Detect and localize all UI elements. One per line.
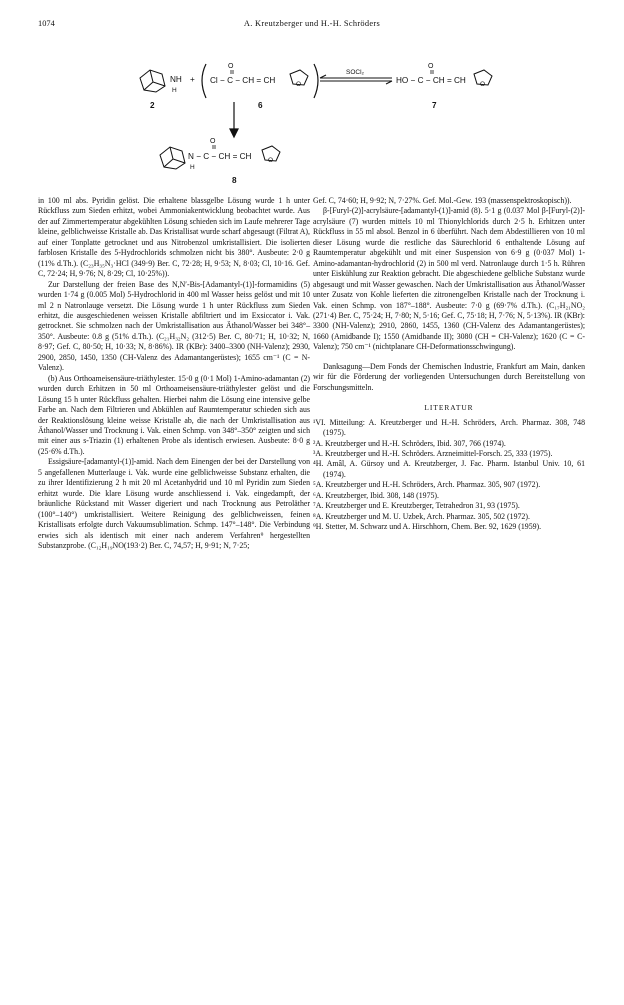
- paragraph: (b) Aus Orthoameisensäure-triäthylester. 15·0 g (0·1 Mol) 1-Amino-adamantan (2) wurden durch Erhitzen in 50 ml Orthoameisensäure-triäthylester gelöst und die Lösung 15 h unter Rückfluss gehalten. Hierbei nahm die Lösung eine intensive gelbe Farbe an. Nach dem Filtrieren und Abkühlen auf Raumtemperatur schieden sich aus der Reaktionslösung kleine weisse Kristalle ab, die nach der Umkristallisation aus Äthanol/Wasser und Trocknung i. Vak. einen Schmp. von 348°–350° zeigten und sich mit einer aus s-Triazin (1) erhaltenen Probe als identisch erwiesen. Ausbeute: 8·0 g (25·6% d.Th.).: [38, 373, 310, 456]
- reference-item: ⁸A. Kreutzberger und M. U. Uzbek, Arch. Pharmaz. 305, 502 (1972).: [313, 511, 530, 521]
- plus-sign: +: [190, 75, 195, 84]
- compound-6-label: 6: [258, 101, 263, 110]
- furan-o-8: O: [268, 157, 274, 164]
- page-number: 1074: [38, 19, 55, 28]
- left-column: [38, 196, 310, 551]
- reference-item: ¹VI. Mitteilung: A. Kreutzberger und H.-H. Schröders, Arch. Pharmaz. 308, 748 (1975).: [313, 417, 585, 438]
- compound-7-label: 7: [432, 101, 437, 110]
- reference-item: ⁹H. Stetter, M. Schwarz und A. Hirschhorn, Chem. Ber. 92, 1629 (1959).: [313, 522, 542, 532]
- reference-item: ⁴H. Amâl, A. Gürsoy und A. Kreutzberger, J. Fac. Pharm. Istanbul Univ. 10, 61 (1974).: [313, 459, 585, 479]
- running-title: A. Kreutzberger und H.-H. Schröders: [243, 19, 381, 28]
- amine-nh-label: NH: [170, 75, 182, 84]
- reaction-scheme: [0, 40, 624, 190]
- literatur-heading: LITERATUR: [424, 403, 474, 413]
- paragraph: in 100 ml abs. Pyridin gelöst. Die erhaltene blassgelbe Lösung wurde 1 h unter Rückfluss zum Sieden erhitzt, wobei Ammoniakentwicklung beobachtet wurde. Aus der auf Zimmertemperatur abgekühlten Lösung schieden sich im Laufe mehrerer Tage kleine, gelblichweisse Kristalle ab. Das Kristallisat wurde scharf abgesaugt (Filtrat A), auf einer Tonplatte getrocknet und aus Nitrobenzol umkristallisiert. Die isolierten farblosen Kristalle des 5-Hydrochlorids schmolzen nicht bis 380°. Ausbeute: 2·0 g (11% d.Th.). (C₂₃H₃₅N₃·HCl (349·9) Ber. C, 72·28; H, 9·53; N, 8·03; Cl, 10·16. Gef. C, 72·24; H, 9·76; N, 8·29; Cl, 10·25%)).: [38, 196, 310, 279]
- paragraph: Gef. C, 74·60; H, 9·92; N, 7·27%. Gef. Mol.-Gew. 193 (massenspektroskopisch)).: [313, 196, 572, 205]
- equilibrium-arrow: [320, 75, 392, 84]
- reference-item: ⁷A. Kreutzberger und E. Kreutzberger, Tetrahedron 31, 93 (1975).: [313, 501, 520, 511]
- acyl-chloride-label: Cl − C − CH = CH: [210, 76, 276, 85]
- paragraph: Zur Darstellung der freien Base des N,N′-Bis-[Adamantyl-(1)]-formamidins (5) wurden 1·74 g (0.005 Mol) 5-Hydrochlorid in 400 ml Wasser heiss gelöst und mit 10 ml 2 n Natronlauge versetzt. Die Lösung wurde 1 h unter Rückfluss zum Sieden erhitzt, die ausgeschiedenen weissen Kristalle abfiltriert und im Exsiccator i. Vak. getrocknet. Sie schmolzen nach der Umkristallisation aus Äthanol/Wasser bei 348°–350°. Ausbeute: 0.8 g (51% d.Th.). (C₂₁H₃₂N₂ (312·5) Ber. C, 80·71; H, 10·32; N, 8·97; Gef. C, 80·50; H, 10·33; N, 8·86%). IR (KBr): 3400–3300 (NH-Valenz); 2930, 2900, 2850, 1450, 1350 (CH-Valenz des Adamantangerüstes); 1655 cm⁻¹ (C = N-Valenz).: [38, 279, 310, 373]
- adamantyl-icon: [160, 147, 185, 169]
- compound-2-label: 2: [150, 101, 155, 110]
- reference-item: ³A. Kreutzberger und H.-H. Schröders. Arzneimittel-Forsch. 25, 333 (1975).: [313, 448, 553, 458]
- reference-item: ²A. Kreutzberger und H.-H. Schröders, Ibid. 307, 766 (1974).: [313, 438, 506, 448]
- compound-8-label: 8: [232, 176, 237, 185]
- socl2-label: SOCl₂: [346, 69, 365, 76]
- amide-h-label: H: [190, 164, 195, 171]
- adamantyl-icon: [140, 70, 165, 92]
- amine-h-label: H: [172, 87, 177, 94]
- paragraph: Essigsäure-[adamantyl-(1)]-amid. Nach dem Einengen der bei der Darstellung von 5 angefallenen Mutterlauge i. Vak. wurde eine gelblichweisse Substanz erhalten, die zu ihrer Identifizierung 2 h mit 20 ml Acetanhydrid und 10 ml Pyridin zum Sieden erhitzt wurde. Die klare Lösung wurde anschliessend i. Vak. eingedampft, der bräunliche Rückstand mit Wasser digeriert und nach Trocknung aus Petroläther (100°–140°) umkristallisiert. Weitere Reinigung des gelblichweissen, feinen Kristallisats erfolgte durch Vakuumsublimation. Schmp. 147°–148°. Die Verbindung erwies sich als identisch mit einer nach anderem Verfahren⁹ hergestellten Substanzprobe. (C₁₂H₁₉NO(193·2) Ber. C, 74,57; H, 9·91; N, 7·25;: [38, 457, 310, 550]
- reference-item: ⁵A. Kreutzberger und H.-H. Schröders, Arch. Pharmaz. 305, 907 (1972).: [313, 480, 541, 490]
- reference-item: ⁶A. Kreutzberger, Ibid. 308, 148 (1975).: [313, 490, 440, 500]
- down-arrow: [230, 102, 238, 137]
- furan-o-7: O: [480, 81, 486, 88]
- acid-label: HO − C − CH = CH: [396, 76, 466, 85]
- right-column: [313, 196, 585, 533]
- bracket-right: [314, 64, 318, 98]
- paragraph: β-[Furyl-(2)]-acrylsäure-[adamantyl-(1)]-amid (8). 5·1 g (0.037 Mol β-[Furyl-(2)]-acrylsäure (7) wurden mittels 10 ml Thionylchlorids durch 2·5 h. Erhitzen unter Rückfluss in 55 ml absol. Benzol in 6 überführt. Nach dem Abdestillieren von 10 ml dieser Lösung wurde die restliche das Säurechlorid 6 enthaltende Lösung auf Raumtemperatur abgekühlt und mit einer Suspension von 6·9 g (0·037 Mol) 1-Amino-adamantan-hydrochlorid (2) in 500 ml verd. Natronlauge durch 1·5 h. Rühren unter Eiskühlung zur Reaktion gebracht. Die abgeschiedene gelbliche Substanz wurde abgesaugt und mit Wasser gewaschen. Nach der Umkristallisation aus Äthanol/Wasser unter Zusatz von Kohle lieferten die zitronengelben Kristalle nach der Trocknung i. Vak. einen Schmp. von 187°–188°. Ausbeute: 7·0 g (69·7% d.Th.). (C₁₇H₂₁NO₂ (271·4) Ber. C, 75·24; H, 7·80; N, 5·16; Gef. C, 75·18; H, 7·76; N, 5·13%). IR (KBr): 3300 (NH-Valenz); 2910, 2860, 1455, 1360 (CH-Valenz des Adamantangerüstes); 1660 (Amidbande I); 1550 (Amidbande II); 3080 (CH = CH-Valenz); 1620 (C = C-Valenz); 750 cm⁻¹ (nichtplanare CH-Deformationsschwingung).: [313, 206, 585, 352]
- carbonyl-o-6: O: [228, 63, 234, 70]
- acknowledgement: Danksagung—Dem Fonds der Chemischen Industrie, Frankfurt am Main, danken wir für die Förderung der vorliegenden Untersuchungen durch Bereitstellung von Forschungsmitteln.: [313, 361, 585, 392]
- bracket-left: [202, 64, 206, 98]
- carbonyl-o-7: O: [428, 63, 434, 70]
- carbonyl-o-8: O: [210, 138, 216, 145]
- furan-o-6: O: [296, 81, 302, 88]
- amide-label: N − C − CH = CH: [188, 152, 252, 161]
